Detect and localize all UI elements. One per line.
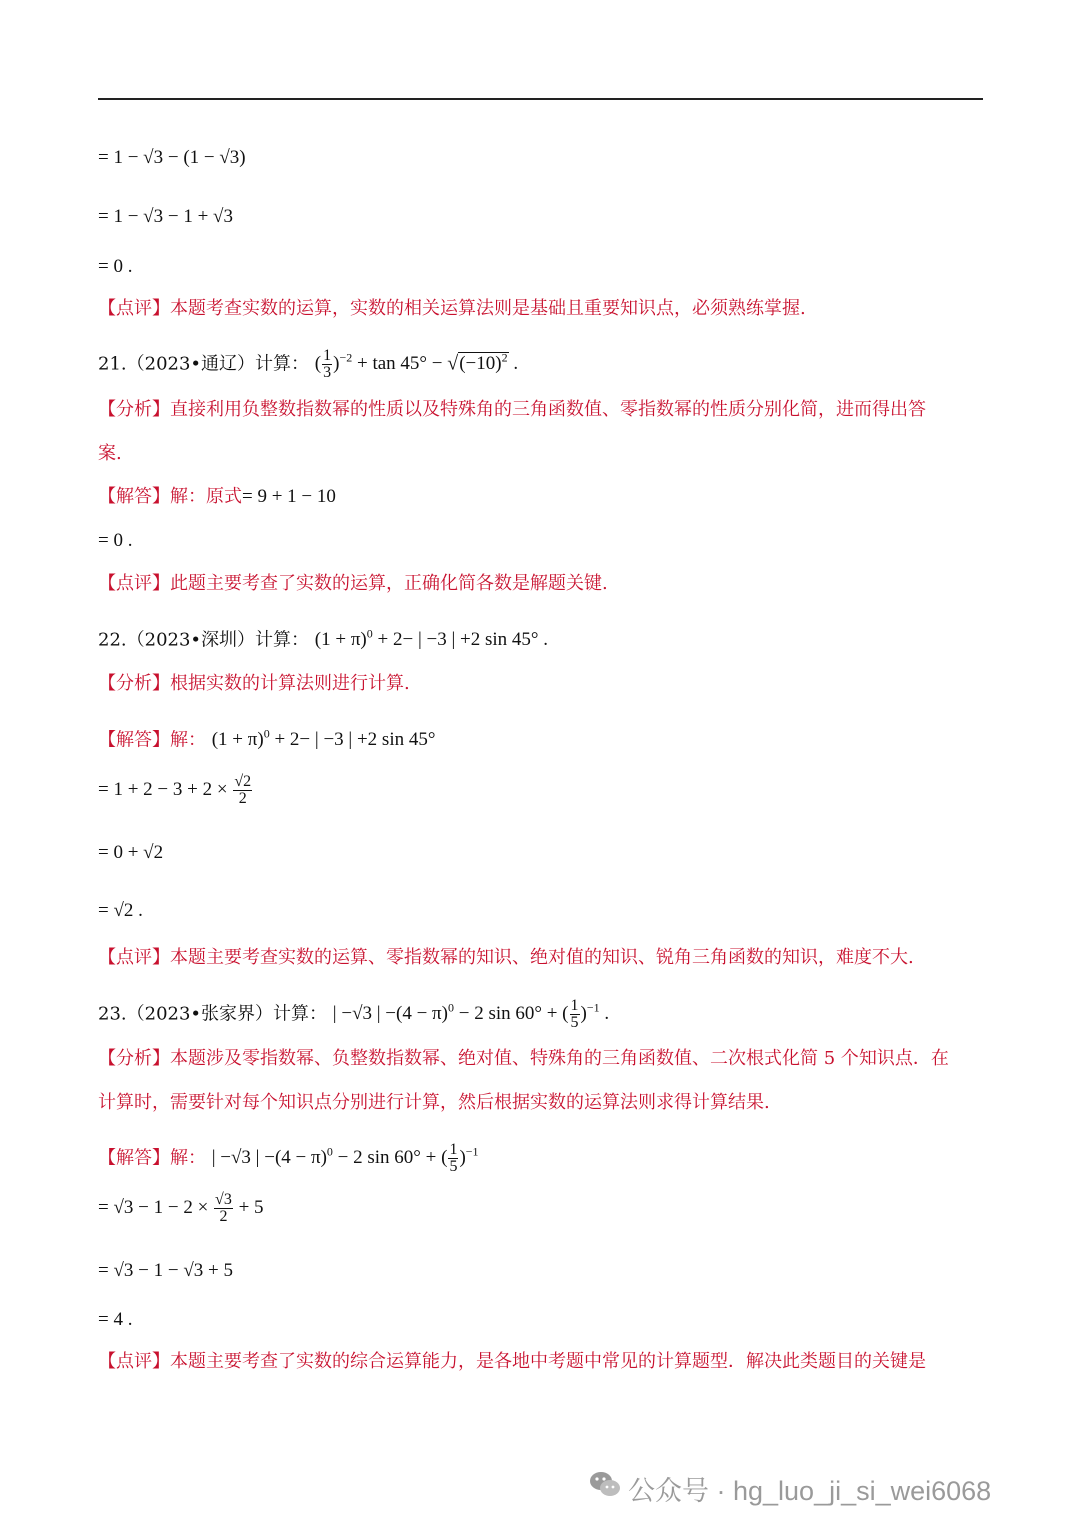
math-end: . — [604, 1003, 610, 1025]
calc-line — [98, 770, 253, 810]
analysis-paragraph — [98, 398, 926, 422]
math-part: = 1 + 2 − 3 + 2 × — [98, 779, 228, 800]
question-math: ( $\frac{1}{3}$ )$^{-2} + \tan 45^\circ - √(-10)^2$ . — [314, 347, 519, 382]
math-part: | −√3 | −(4 − π) — [332, 1003, 448, 1025]
math-part: + 2− | −3 | +2 sin 45° — [274, 729, 436, 751]
review-paragraph — [98, 572, 608, 596]
header-rule — [98, 98, 983, 100]
math-mid: + tan 45° − — [356, 353, 443, 375]
calc-line: = 0 . — [98, 530, 133, 551]
watermark — [588, 1466, 1058, 1506]
review-text: 本题主要考查了实数的综合运算能力，是各地中考题中常见的计算题型．解决此类题目的关键是 — [170, 1351, 926, 1372]
analysis-paragraph-cont: 案. — [98, 443, 122, 464]
solution-tag: 【解答】 — [98, 729, 170, 751]
frac-den: 2 — [238, 790, 247, 808]
math-part: ) — [580, 1003, 587, 1025]
calc-line: = 1 − √3 − (1 − √3) — [98, 147, 246, 168]
math-part: (1 + π) — [314, 629, 367, 651]
math-part: + 2− | −3 | +2 sin 45° . — [377, 629, 549, 651]
analysis-text: 直接利用负整数指数幂的性质以及特殊角的三角函数值、零指数幂的性质分别化简，进而得出答 — [170, 399, 926, 420]
math-part: − 2 sin 60° + ( — [337, 1147, 448, 1169]
question-23 — [98, 990, 609, 1032]
calc-line: = √2 . — [98, 900, 143, 921]
watermark-text: 公众号 · hg_luo_ji_si_wei6068 — [628, 1476, 992, 1506]
solution-tag: 【解答】 — [98, 1147, 170, 1169]
frac-den: 3 — [323, 364, 332, 382]
math-part: ) — [459, 1147, 466, 1169]
frac-num: √2 — [234, 773, 252, 791]
radicand: (−10) — [459, 353, 502, 375]
analysis-tag: 【分析】 — [98, 399, 170, 420]
solution-text: 解： — [170, 729, 206, 751]
analysis-text: 本题涉及零指数幂、负整数指数幂、绝对值、特殊角的三角函数值、二次根式化简 5 个知识点．在 — [170, 1048, 949, 1069]
calc-line: = 0 + √2 — [98, 842, 164, 863]
calc-line: = 4 . — [98, 1309, 133, 1330]
exponent: 0 — [447, 1001, 454, 1015]
exponent: −1 — [465, 1145, 479, 1159]
solution-21 — [98, 485, 336, 509]
exponent: −1 — [586, 1001, 600, 1015]
math-part: | −√3 | −(4 − π) — [211, 1147, 327, 1169]
solution-22 — [98, 722, 435, 752]
question-21 — [98, 340, 518, 382]
review-text: 此题主要考查了实数的运算，正确化简各数是解题关键. — [170, 573, 608, 594]
solution-text: 解： — [170, 1147, 206, 1169]
calc-line: = √3 − 1 − √3 + 5 — [98, 1260, 233, 1281]
frac-num: 1 — [323, 347, 332, 365]
review-tag: 【点评】 — [98, 1351, 170, 1372]
analysis-tag: 【分析】 — [98, 673, 170, 694]
question-label: 21.（2023•通辽）计算： — [98, 353, 310, 375]
wechat-icon — [588, 1468, 622, 1502]
frac-den: 5 — [449, 1158, 458, 1176]
exponent: −2 — [339, 351, 353, 365]
math-part: = √3 − 1 − 2 × — [98, 1197, 209, 1218]
question-math — [315, 629, 548, 650]
exponent: 0 — [326, 1145, 333, 1159]
analysis-tag: 【分析】 — [98, 1048, 170, 1069]
solution-math — [212, 729, 436, 750]
calc-line: = 0 . — [98, 256, 133, 277]
frac-den: 2 — [219, 1208, 228, 1226]
question-label: 22.（2023•深圳）计算： — [98, 629, 310, 651]
solution-math: = 9 + 1 − 10 — [242, 486, 336, 507]
review-tag: 【点评】 — [98, 573, 170, 594]
review-tag: 【点评】 — [98, 947, 170, 968]
review-paragraph — [98, 1350, 926, 1374]
math-part: (1 + π) — [211, 729, 264, 751]
frac-num: 1 — [570, 997, 579, 1015]
frac-num: 1 — [449, 1141, 458, 1159]
solution-tag: 【解答】 — [98, 486, 170, 507]
solution-math — [211, 1141, 479, 1176]
review-tag: 【点评】 — [98, 298, 170, 319]
exponent: 2 — [501, 351, 508, 365]
calc-line — [98, 1188, 264, 1228]
frac-den: 5 — [570, 1014, 579, 1032]
question-22 — [98, 622, 548, 652]
review-paragraph — [98, 297, 806, 321]
math-part: − 2 sin 60° + ( — [458, 1003, 569, 1025]
analysis-text: 根据实数的计算法则进行计算. — [170, 673, 410, 694]
calc-line: = 1 − √3 − 1 + √3 — [98, 206, 233, 227]
exponent: 0 — [263, 727, 270, 741]
solution-23 — [98, 1134, 479, 1176]
review-paragraph — [98, 946, 914, 970]
analysis-paragraph — [98, 1047, 949, 1071]
math-part: + 5 — [238, 1197, 264, 1218]
question-math — [332, 997, 610, 1032]
frac-num: √3 — [215, 1191, 232, 1209]
review-text: 本题考查实数的运算，实数的相关运算法则是基础且重要知识点，必须熟练掌握. — [170, 298, 806, 319]
analysis-paragraph-cont: 计算时，需要针对每个知识点分别进行计算，然后根据实数的运算法则求得计算结果. — [98, 1092, 770, 1113]
exponent: 0 — [366, 627, 373, 641]
solution-text: 解：原式 — [170, 486, 242, 507]
question-label: 23.（2023•张家界）计算： — [98, 1003, 328, 1025]
analysis-paragraph — [98, 672, 410, 696]
review-text: 本题主要考查实数的运算、零指数幂的知识、绝对值的知识、锐角三角函数的知识，难度不大. — [170, 947, 914, 968]
math-end: . — [513, 353, 519, 375]
